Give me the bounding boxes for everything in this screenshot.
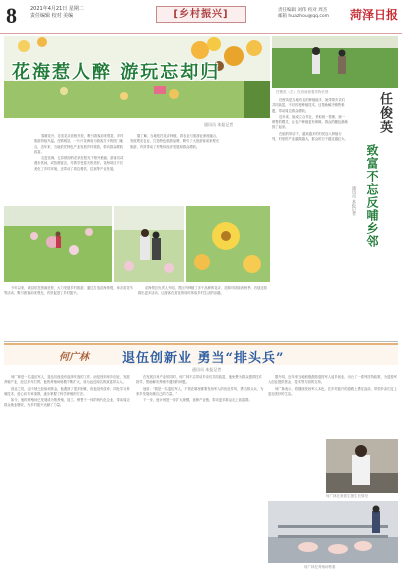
header-date: 2021年4月21日 星期二 责任编辑 校对 美编 [30,6,84,19]
story2-byline: 通讯员 本报记者 [352,186,357,216]
section-label: [乡村振兴] [156,6,246,23]
story1-byline: 通讯员 本报记者 [204,122,234,127]
flower-closeup-photo [186,206,270,282]
story3-headline-bar [4,343,398,365]
story2-title-name: 任俊英 [377,92,392,134]
page-number: 8 [6,3,17,28]
editor-info: 责任编辑 刘伟 校对 周杰 邮箱 huazhou@qq.com [278,8,329,19]
pig-farm-photo [268,501,398,563]
story1-text-col4: 花海景区负责人介绍，景区内种植了多个品种的花卉，花期可持续到秋季，后续还将推出更多活动，让游客在赏花的同时体验乡村生活的乐趣。 [138,286,267,296]
story3-text-col1: 何广林是一名退伍军人，退伍后他没有选择安逸的工作，而是回到家乡创业，发展养殖产业，经过多年打拼，他的养殖场规模不断扩大，成为远近闻名的致富带头人。 创业之初，由于缺乏经验和资金，他遇到了很多困难，但他没有放弃，四处学习养殖技术，虚心向专家请教，逐步掌握了科学养殖的方法。 如今，他的养殖场已发展成为集养殖、加工、销售于一体的现代化企业，带动周边群众就业增收，为乡村振兴贡献了力量。 [4,375,130,408]
story3-title: 退伍创新业 勇当“排头兵” [122,351,285,366]
page-header [0,0,402,34]
farm-field-photo [272,36,398,88]
story3-text-col2: 在发展自身产业的同时，何广林不忘带动乡亲们共同致富，他免费为群众提供技术指导，帮助解决养殖中遇到的问题。 他说：“我是一名退伍军人，不管在哪里都要发扬军人的优良作风，勇当排头兵，为家乡发展贡献自己的力量。” 下一步，他计划进一步扩大规模，延伸产业链，带动更多群众走上致富路。 [136,375,264,403]
story1-text-col1: 春暖花开，各类花卉竞相开放，吸引游客前来观赏，乡村旅游持续升温。在郓城县，一片片花海成为游客打卡的热门地点，近年来，当地依托特色产业发展乡村旅游，带动群众增收致富。 走进花海，五彩缤纷的花朵在阳光下格外艳丽，游客们或漫步其间，或拍照留念，尽情享受春天的美好。花海项目不仅美化了乡村环境，还带动了周边餐饮、住宿等产业发展。 [34,134,124,171]
story3-kicker: 何广林 [59,352,89,363]
story2-caption: 任俊英（左）在田间查看作物长势 [276,90,329,94]
flower-field-photo [4,206,112,282]
story3-byline: 通讯员 本报记者 [192,367,222,372]
story3-text-col3: 据介绍，近年来当地积极鼓励退役军人返乡创业，出台了一系列扶持政策，为退役军人创业提供资金、技术等方面的支持。 何广林表示，将继续发扬军人本色，在乡村振兴的道路上勇往直前，带领乡亲们过上更加美好的生活。 [268,375,397,396]
story1-text-col2: 据了解，当地依托花卉种植，将农业与旅游业深度融合，发展观光农业，打造特色旅游品牌，吸引了大批游客前来观光旅游，有效带动了村集体经济发展和群众增收。 [130,134,220,149]
story3-caption-b: 何广林在养殖场察看 [304,565,336,569]
newspaper-logo: 菏泽日报 [350,8,399,22]
story1-text-col3: 今年以来，该县依托资源优势，大力发展乡村旅游，通过打造花海景观，举办赏花节等活动，吸引游客前来观光，有效促进了乡村振兴。 [4,286,133,296]
section-divider [4,341,398,342]
story-flower-sea [4,36,270,340]
hero-photo [4,36,270,118]
visitor-photo [114,206,184,282]
story2-title-main: 致富不忘反哺乡邻 [365,144,379,248]
portrait-photo [326,439,398,493]
story2-text: 任俊英是当地有名的种植能手，她带领乡亲们共同致富，不仅传授种植技术，还帮助解决销售难题，带动周边群众增收。 近年来，她成立合作社，采取统一管理、统一销售的模式，让农户种植更有保障，群众的腰包渐渐鼓了起来。 在她的带动下，越来越多的村民加入种植行列，村里的产业越做越大，群众的日子越过越红火。 [272,98,348,142]
story1-title: 花海惹人醉 游玩忘却归 [12,62,221,83]
story3-caption-a: 何广林在查看生猪生长情况 [326,494,368,498]
story-ren-junying [272,36,398,340]
story-he-guanglin [4,343,398,573]
